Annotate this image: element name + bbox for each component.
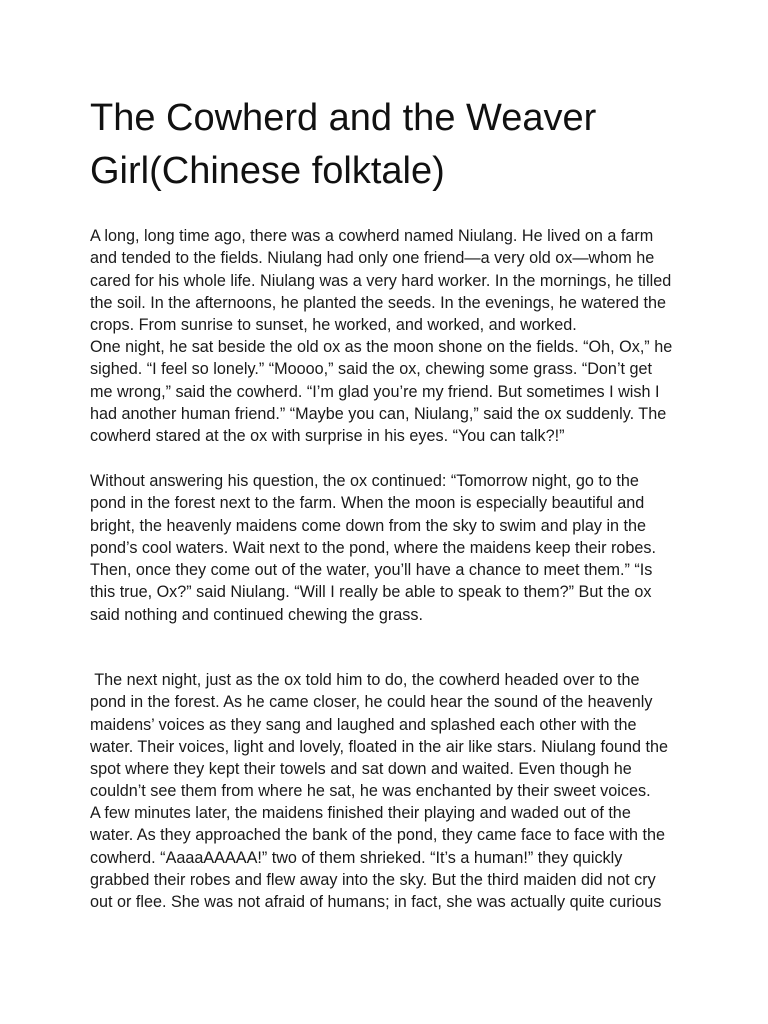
paragraph-line: cared for his whole life. Niulang was a very hard worker. In the mornings, he tilled	[90, 271, 672, 290]
paragraph-line: One night, he sat beside the old ox as the moon shone on the fields. “Oh, Ox,” he	[90, 338, 673, 356]
paragraph-line: grabbed their robes and flew away into the sky. But the third maiden did not cry	[90, 870, 656, 889]
paragraph-line: pond’s cool waters. Wait next to the pond, where the maidens keep their robes.	[90, 538, 656, 557]
title-line-2: Girl(Chinese folktale)	[90, 150, 445, 192]
paragraph-line: said nothing and continued chewing the grass.	[90, 605, 423, 624]
paragraph-line: The next night, just as the ox told him to do, the cowherd headed over to the	[90, 671, 640, 689]
paragraph-line: Then, once they come out of the water, you’ll have a chance to meet them.” “Is	[90, 561, 653, 580]
paragraph-line: crops. From sunrise to sunset, he worked, and worked, and worked.	[90, 316, 577, 335]
paragraph-line: pond in the forest next to the farm. When the moon is especially beautiful and	[90, 494, 645, 513]
paragraph-line: out or flee. She was not afraid of humans; in fact, she was actually quite curious	[90, 893, 662, 912]
paragraph-line: pond in the forest. As he came closer, he could hear the sound of the heavenly	[90, 693, 653, 712]
title-line-1: The Cowherd and the Weaver	[90, 97, 597, 139]
paragraph-line: A long, long time ago, there was a cowherd named Niulang. He lived on a farm	[90, 227, 654, 245]
document-title	[90, 92, 690, 198]
paragraph-line: A few minutes later, the maidens finished their playing and waded out of the	[90, 804, 631, 822]
paragraph-line: cowherd. “AaaaAAAAA!” two of them shrieked. “It’s a human!” they quickly	[90, 848, 623, 867]
paragraph-line: couldn’t see them from where he sat, he was enchanted by their sweet voices.	[90, 782, 651, 801]
paragraph-5	[90, 802, 690, 913]
paragraph-2	[90, 336, 690, 447]
paragraph-line: and tended to the fields. Niulang had only one friend—a very old ox—whom he	[90, 249, 655, 268]
paragraph-line: cowherd stared at the ox with surprise in his eyes. “You can talk?!”	[90, 427, 565, 446]
paragraph-line: bright, the heavenly maidens come down from the sky to swim and play in the	[90, 516, 647, 535]
paragraph-line: water. Their voices, light and lovely, floated in the air like stars. Niulang found the	[90, 737, 668, 756]
paragraph-line: water. As they approached the bank of the pond, they came face to face with the	[90, 826, 666, 845]
paragraph-line: sighed. “I feel so lonely.” “Moooo,” said the ox, chewing some grass. “Don’t get	[90, 360, 653, 379]
paragraph-line: me wrong,” said the cowherd. “I’m glad you’re my friend. But sometimes I wish I	[90, 382, 660, 401]
paragraph-line: spot where they kept their towels and sat down and waited. Even though he	[90, 760, 632, 779]
paragraph-3	[90, 470, 690, 626]
paragraph-line: Without answering his question, the ox continued: “Tomorrow night, go to the	[90, 472, 639, 490]
paragraph-4	[90, 669, 690, 803]
paragraph-line: this true, Ox?” said Niulang. “Will I really be able to speak to them?” But the ox	[90, 583, 652, 602]
paragraph-1	[90, 225, 690, 336]
paragraph-line: the soil. In the afternoons, he planted the seeds. In the evenings, he watered the	[90, 293, 666, 312]
paragraph-line: had another human friend.” “Maybe you can, Niulang,” said the ox suddenly. The	[90, 404, 667, 423]
paragraph-line: maidens’ voices as they sang and laughed and splashed each other with the	[90, 715, 637, 734]
